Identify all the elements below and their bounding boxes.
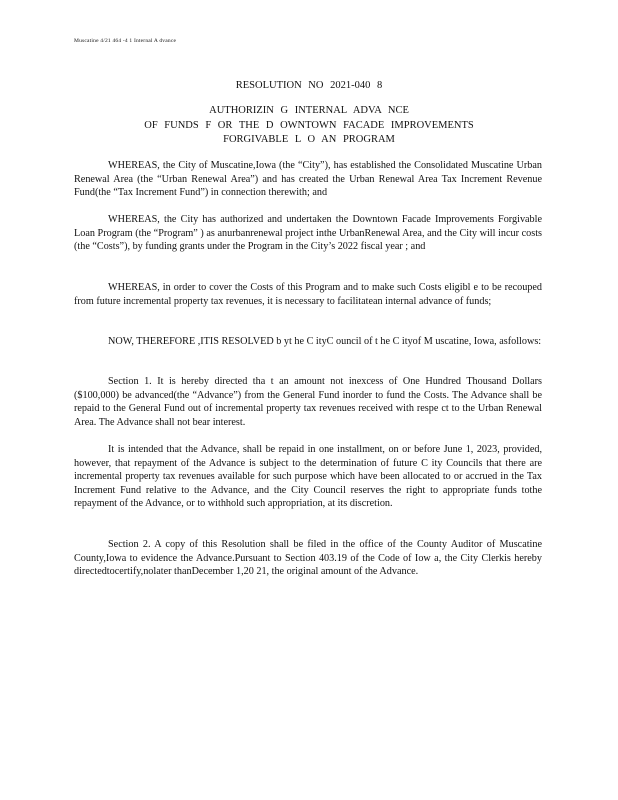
header-note: Muscatine 4/21 464 -4 1 Internal A dvance <box>74 38 177 44</box>
repayment-paragraph: It is intended that the Advance, shall be repaid in one installment, on or before June 1, 2023, provided, however, that repayment of the Advance is subject to the determination of future C ity Councils that there are incremental property tax revenues available for such purpose which have been allocated to or accrued in the Tax Increment Fund relative to the Advance, and the City Council reserves the right to appropriate funds tothe repayment of the Advance, or to withhold such appropriation, at its discretion. <box>74 444 542 509</box>
title-line-1: AUTHORIZIN G INTERNAL ADVA NCE <box>209 105 409 116</box>
title-line-3: FORGIVABLE L O AN PROGRAM <box>223 134 395 145</box>
section-1-paragraph: Section 1. It is hereby directed tha t an amount not inexcess of One Hundred Thousand Dollars ($100,000) be advanced(the “Advance”) from the General Fund inorder to fund the Costs. The Advance shall be repaid to the General Fund out of incremental property tax revenues received with respe ct to the Urban Renewal Area. The Advance shall not bear interest. <box>74 376 542 428</box>
whereas-paragraph-1: WHEREAS, the City of Muscatine,Iowa (the “City”), has established the Consolidated Muscatine Urban Renewal Area (the “Urban Renewal Area”) and has created the Urban Renewal Area Tax Increment Revenue Fund(the “Tax Increment Fund”) in connection therewith; and <box>74 160 542 198</box>
whereas-paragraph-3: WHEREAS, in order to cover the Costs of this Program and to make such Costs eligibl e to be recouped from future incremental property tax revenues, it is necessary to facilitatean internal advance of funds; <box>74 282 542 307</box>
title-line-2: OF FUNDS F OR THE D OWNTOWN FACADE IMPROVEMENTS <box>144 120 474 131</box>
resolved-paragraph: NOW, THEREFORE ,ITIS RESOLVED b yt he C ityC ouncil of t he C ityof M uscatine, Iowa, asfollows: <box>108 336 542 347</box>
section-2-paragraph: Section 2. A copy of this Resolution shall be filed in the office of the County Auditor of Muscatine County,Iowa to evidence the Advance.Pursuant to Section 403.19 of the Code of Iow a, the City Clerkis hereby directedtocertify,nolater thanDecember 1,20 21, the original amount of the Advance. <box>74 539 542 577</box>
resolution-number: RESOLUTION NO 2021-040 8 <box>235 80 383 91</box>
whereas-paragraph-2: WHEREAS, the City has authorized and undertaken the Downtown Facade Improvements Forgivable Loan Program (the “Program” ) as anurbanrenewal project inthe UrbanRenewal Area, and the City will incur costs (the “Costs”), by funding grants under the Program in the City’s 2022 fiscal year ; and <box>74 214 542 252</box>
